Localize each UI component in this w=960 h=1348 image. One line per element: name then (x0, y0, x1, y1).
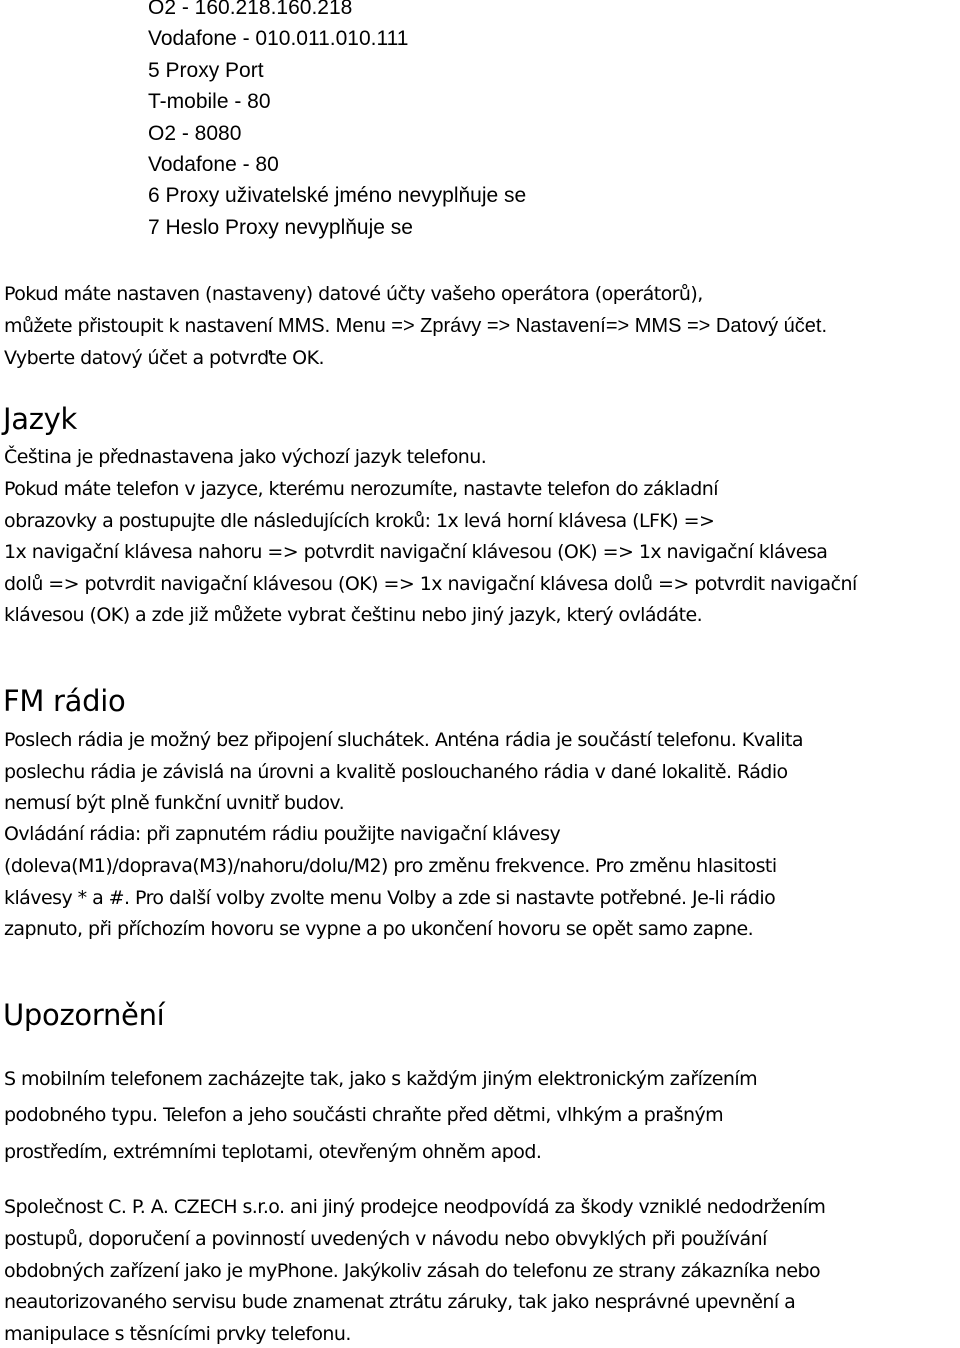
heading-fm-radio: FM rádio (3, 684, 126, 718)
proxy-line: T-mobile - 80 (148, 90, 271, 114)
proxy-line: Vodafone - 80 (148, 152, 279, 176)
radio-paragraph-line: poslechu rádia je závislá na úrovni a kvalitě poslouchaného rádia v dané lokalitě. Rádio (4, 761, 788, 783)
language-paragraph-line: obrazovky a postupujte dle následujících kroků: 1x levá horní klávesa (LFK) => (4, 510, 715, 532)
disclaimer-paragraph-line: postupů, doporučení a povinností uvedených v návodu nebo obvyklých při používání (4, 1228, 767, 1250)
proxy-line: O2 - 8080 (148, 121, 242, 145)
language-paragraph-line: Pokud máte telefon v jazyce, kterému nerozumíte, nastavte telefon do základní (4, 478, 718, 500)
warning-paragraph-line: podobného typu. Telefon a jeho součásti chraňte před dětmi, vlhkým a prašným (4, 1104, 724, 1126)
disclaimer-paragraph-line: neautorizovaného servisu bude znamenat ztrátu záruky, tak jako nesprávné upevnění a (4, 1291, 796, 1313)
language-paragraph-line: 1x navigační klávesa nahoru => potvrdit navigační klávesou (OK) => 1x navigační klávesa (4, 541, 828, 563)
disclaimer-paragraph-line: obdobných zařízení jako je myPhone. Jakýkoliv zásah do telefonu ze strany zákazníka nebo (4, 1260, 821, 1282)
radio-paragraph-line: zapnuto, při příchozím hovoru se vypne a po ukončení hovoru se opět samo zapne. (4, 918, 754, 940)
language-paragraph-line: dolů => potvrdit navigační klávesou (OK) => 1x navigační klávesa dolů => potvrdit navigační (4, 573, 857, 595)
disclaimer-paragraph-line: Společnost C. P. A. CZECH s.r.o. ani jiný prodejce neodpovídá za škody vzniklé nedodržením (4, 1196, 826, 1218)
proxy-line: O2 - 160.218.160.218 (148, 0, 353, 19)
proxy-line: 6 Proxy uživatelské jméno nevyplňuje se (148, 184, 527, 208)
mms-paragraph-line: Vyberte datový účet a potvrďte OK. (4, 347, 324, 369)
radio-paragraph-line: (doleva(M1)/doprava(M3)/nahoru/dolu/M2) pro změnu frekvence. Pro změnu hlasitosti (4, 855, 777, 877)
radio-paragraph-line: Poslech rádia je možný bez připojení sluchátek. Anténa rádia je součástí telefonu. Kvalita (4, 729, 804, 751)
mms-menu-path: MMS. Menu => Zprávy => Nastavení=> MMS => Datový účet. (277, 315, 828, 337)
warning-paragraph-line: prostředím, extrémními teplotami, otevřeným ohněm apod. (4, 1141, 542, 1163)
heading-warning: Upozornění (3, 998, 165, 1032)
proxy-line: Vodafone - 010.011.010.111 (148, 27, 409, 51)
mms-paragraph-line (4, 313, 827, 339)
proxy-settings-list (148, 0, 526, 243)
radio-paragraph-line: Ovládání rádia: při zapnutém rádiu použijte navigační klávesy (4, 823, 561, 845)
disclaimer-paragraph-line: manipulace s těsnícími prvky telefonu. (4, 1323, 351, 1345)
radio-paragraph-line: klávesy * a #. Pro další volby zvolte menu Volby a zde si nastavte potřebné. Je-li rádio (4, 887, 776, 909)
warning-paragraph-line: S mobilním telefonem zacházejte tak, jako s každým jiným elektronickým zařízením (4, 1068, 758, 1090)
heading-language: Jazyk (3, 402, 78, 436)
mms-paragraph-line: Pokud máte nastaven (nastaveny) datové účty vašeho operátora (operátorů), (4, 283, 703, 305)
language-paragraph-line: Čeština je přednastavena jako výchozí jazyk telefonu. (4, 446, 487, 468)
proxy-line: 5 Proxy Port (148, 58, 264, 82)
proxy-line: 7 Heslo Proxy nevyplňuje se (148, 215, 413, 239)
radio-paragraph-line: nemusí být plně funkční uvnitř budov. (4, 792, 345, 814)
mms-text-part: můžete přistoupit k nastavení (4, 315, 278, 337)
language-paragraph-line: klávesou (OK) a zde již můžete vybrat češtinu nebo jiný jazyk, který ovládáte. (4, 604, 703, 626)
